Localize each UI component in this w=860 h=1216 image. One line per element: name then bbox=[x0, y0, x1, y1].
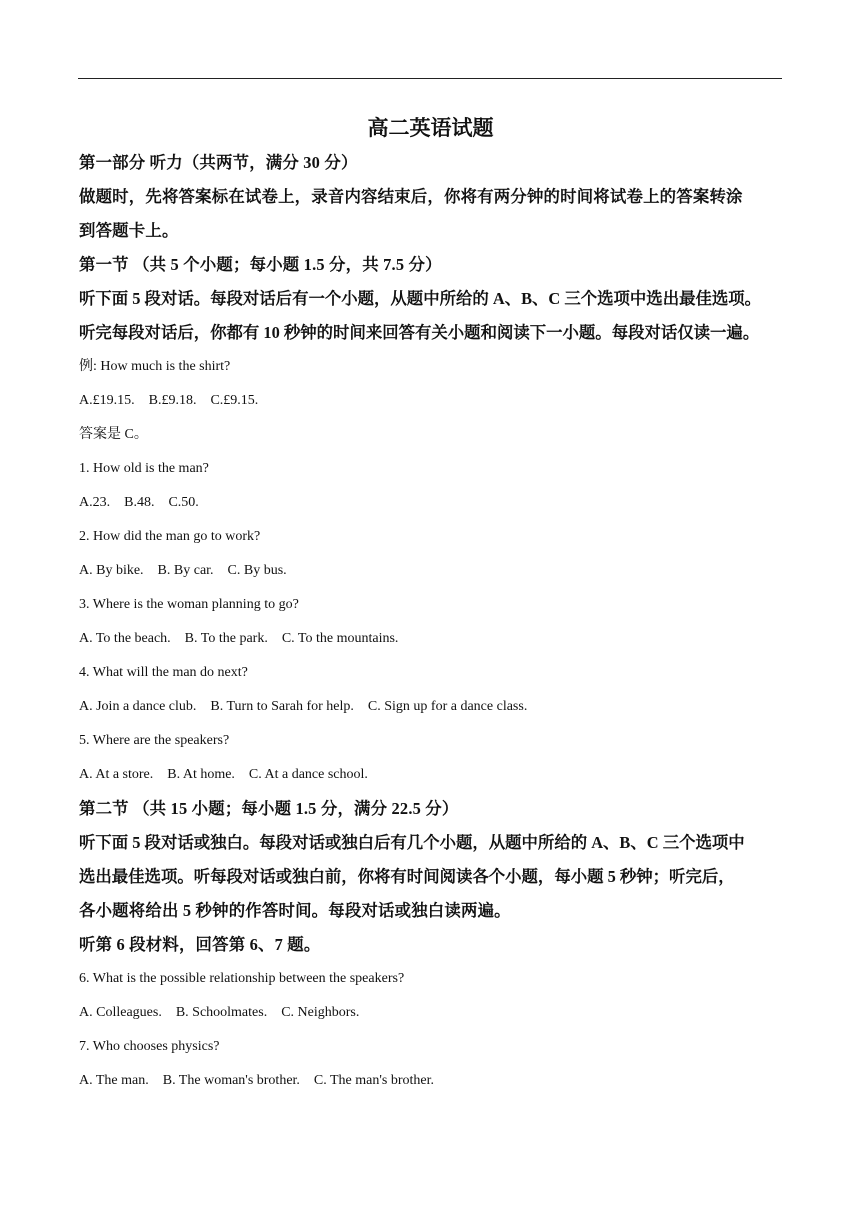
question-1-options: A.23. B.48. C.50. bbox=[79, 495, 199, 510]
instructions-line-1: 做题时，先将答案标在试卷上，录音内容结束后，你将有两分钟的时间将试卷上的答案转涂 bbox=[79, 187, 743, 206]
example-answer: 答案是 C。 bbox=[79, 427, 148, 442]
header-rule bbox=[78, 78, 782, 79]
section2-instructions-line-2: 选出最佳选项。听每段对话或独白前，你将有时间阅读各个小题，每小题 5 秒钟；听完后， bbox=[79, 867, 735, 886]
question-6: 6. What is the possible relationship between the speakers? bbox=[79, 971, 405, 986]
example-options: A.£19.15. B.£9.18. C.£9.15. bbox=[79, 393, 259, 408]
section1-instructions-line-2: 听完每段对话后，你都有 10 秒钟的时间来回答有关小题和阅读下一小题。每段对话仅读一遍。 bbox=[79, 323, 760, 342]
question-6-options: A. Colleagues. B. Schoolmates. C. Neighbors. bbox=[79, 1005, 360, 1020]
example-question: 例: How much is the shirt? bbox=[79, 359, 231, 374]
question-3-options: A. To the beach. B. To the park. C. To the mountains. bbox=[79, 631, 399, 646]
part1-heading: 第一部分 听力（共两节，满分 30 分） bbox=[79, 153, 358, 172]
material6-heading: 听第 6 段材料，回答第 6、7 题。 bbox=[79, 935, 321, 954]
question-7: 7. Who chooses physics? bbox=[79, 1039, 220, 1054]
instructions-line-2: 到答题卡上。 bbox=[79, 221, 179, 240]
question-4-options: A. Join a dance club. B. Turn to Sarah for help. C. Sign up for a dance class. bbox=[79, 699, 528, 714]
question-7-options: A. The man. B. The woman's brother. C. The man's brother. bbox=[79, 1073, 434, 1088]
question-2: 2. How did the man go to work? bbox=[79, 529, 261, 544]
section2-instructions-line-3: 各小题将给出 5 秒钟的作答时间。每段对话或独白读两遍。 bbox=[79, 901, 511, 920]
section2-heading: 第二节 （共 15 小题；每小题 1.5 分，满分 22.5 分） bbox=[79, 799, 459, 818]
question-3: 3. Where is the woman planning to go? bbox=[79, 597, 299, 612]
section1-heading: 第一节 （共 5 个小题；每小题 1.5 分，共 7.5 分） bbox=[79, 255, 442, 274]
question-5-options: A. At a store. B. At home. C. At a dance school. bbox=[79, 767, 368, 782]
question-4: 4. What will the man do next? bbox=[79, 665, 248, 680]
question-2-options: A. By bike. B. By car. C. By bus. bbox=[79, 563, 287, 578]
section1-instructions-line-1: 听下面 5 段对话。每段对话后有一个小题，从题中所给的 A、B、C 三个选项中选出最佳选项。 bbox=[79, 289, 762, 308]
page-title: 高二英语试题 bbox=[367, 116, 494, 140]
question-1: 1. How old is the man? bbox=[79, 461, 209, 476]
question-5: 5. Where are the speakers? bbox=[79, 733, 230, 748]
section2-instructions-line-1: 听下面 5 段对话或独白。每段对话或独白后有几个小题，从题中所给的 A、B、C 三个选项中 bbox=[79, 833, 745, 852]
exam-page bbox=[79, 110, 782, 1098]
